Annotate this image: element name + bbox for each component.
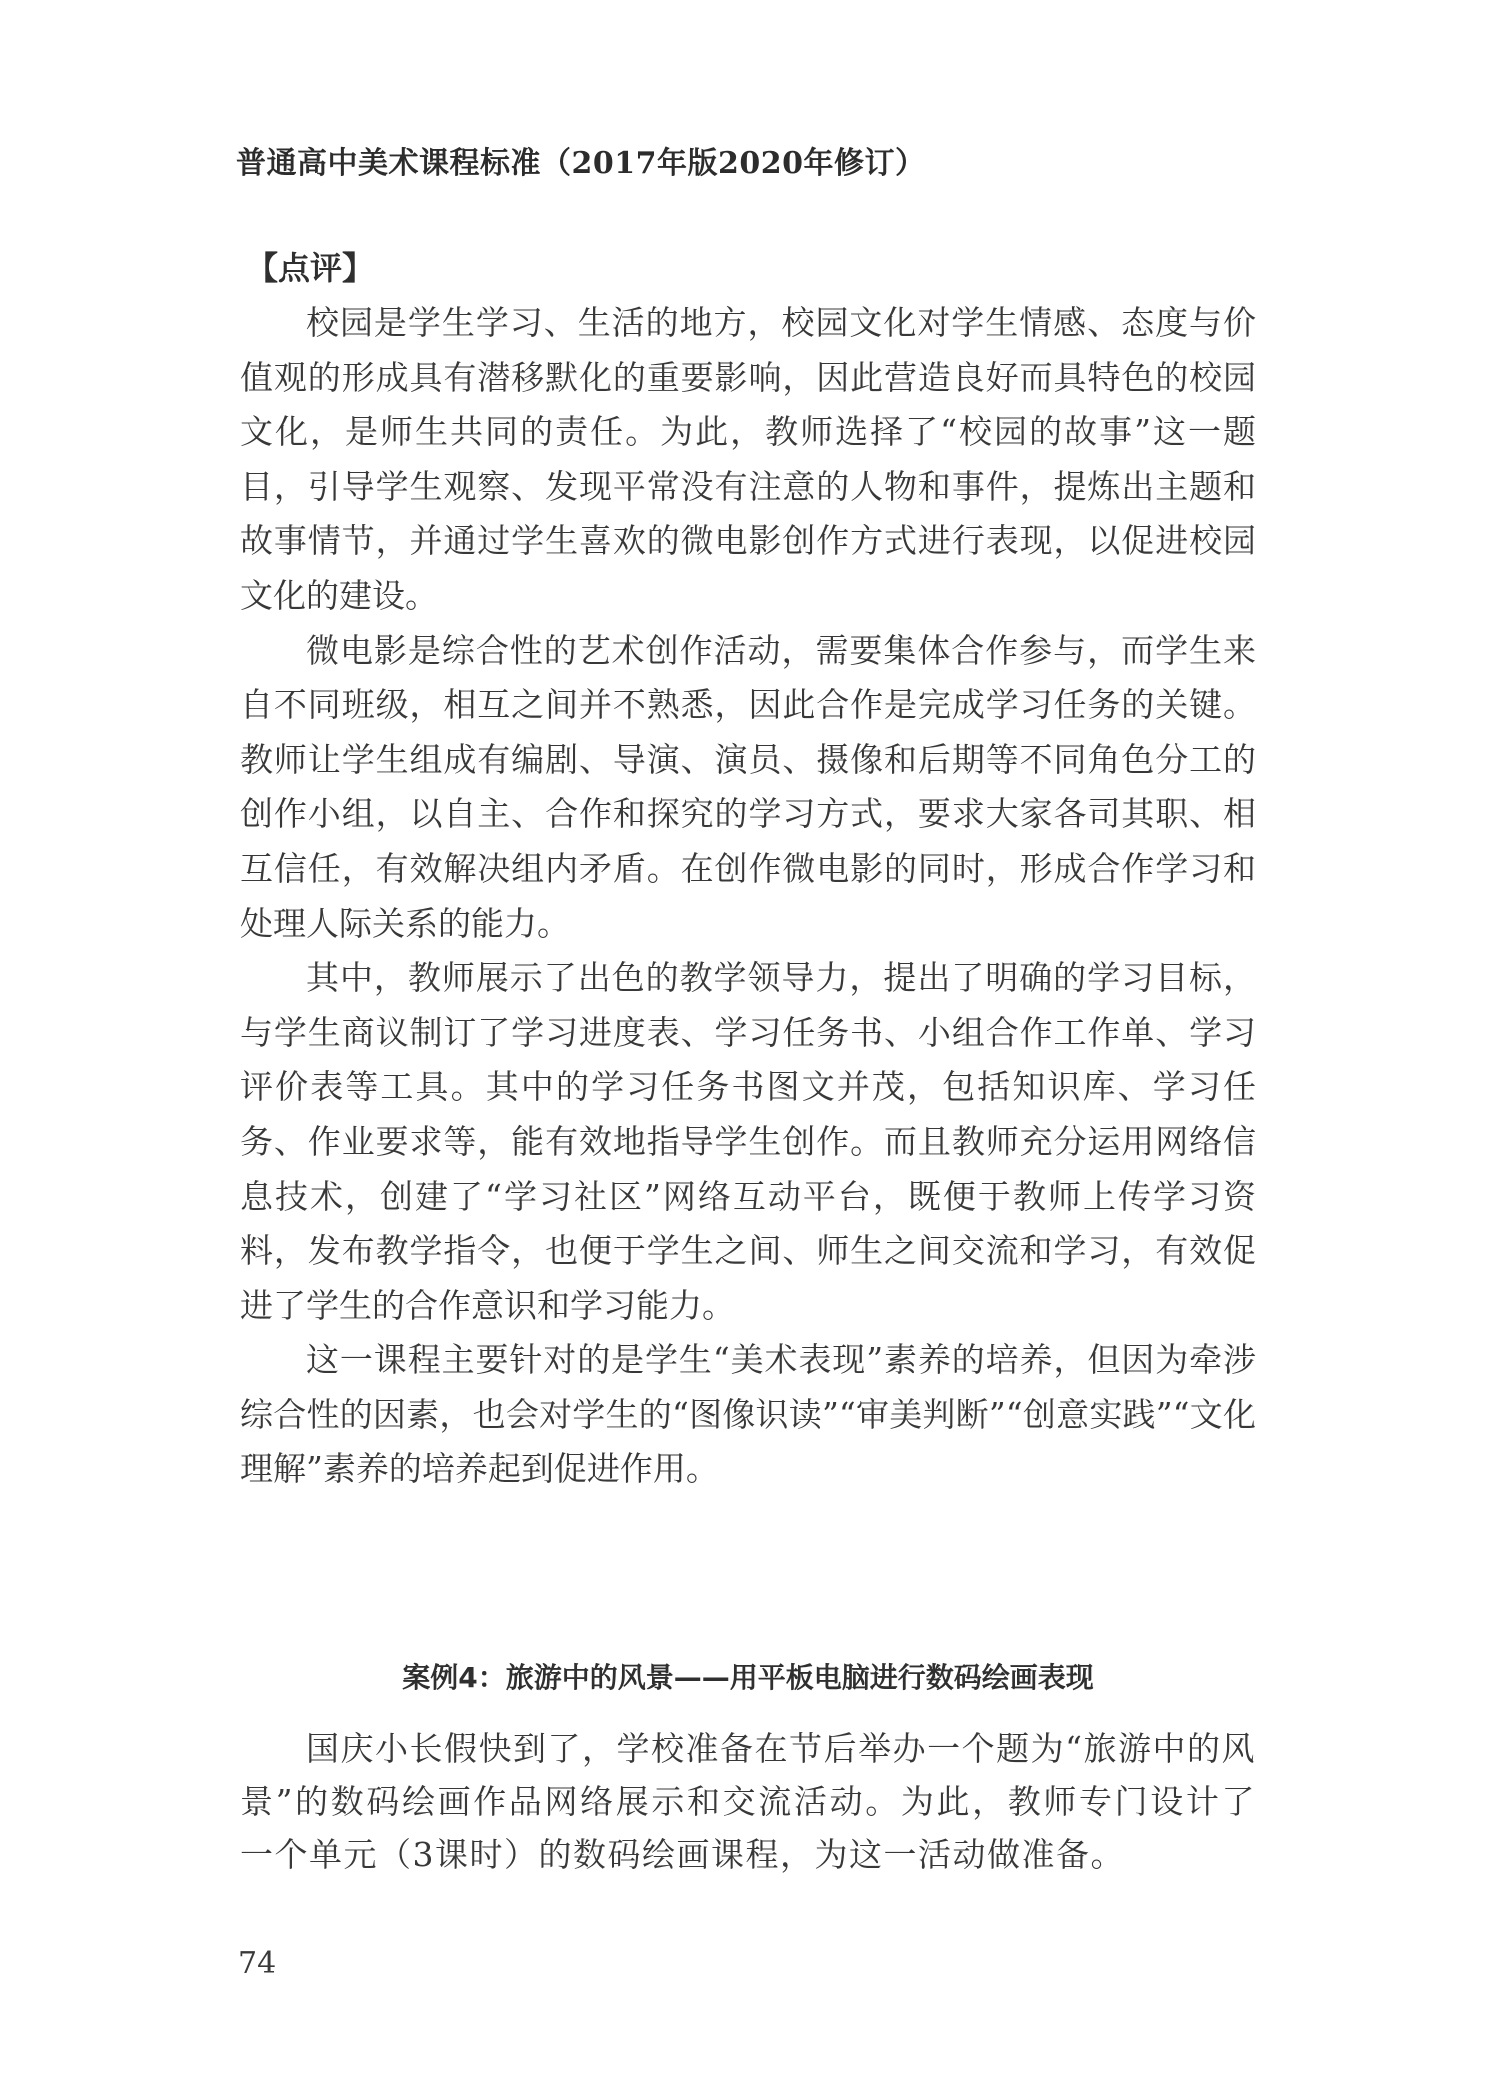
section-label: 【点评】 — [246, 249, 375, 287]
commentary-section — [240, 240, 1256, 1497]
paragraph: 其中，教师展示了出色的教学领导力，提出了明确的学习目标，与学生商议制订了学习进度表、学习任务书、小组合作工作单、学习评价表等工具。其中的学习任务书图文并茂，包括知识库、学习任务、作业要求等，能有效地指导学生创作。而且教师充分运用网络信息技术，创建了“学习社区”网络互动平台，既便于教师上传学习资料，发布教学指令，也便于学生之间、师生之间交流和学习，有效促进了学生的合作意识和学习能力。 — [240, 958, 1256, 1325]
paragraph: 微电影是综合性的艺术创作活动，需要集体合作参与，而学生来自不同班级，相互之间并不熟悉，因此合作是完成学习任务的关键。教师让学生组成有编剧、导演、演员、摄像和后期等不同角色分工的创作小组，以自主、合作和探究的学习方式，要求大家各司其职、相互信任，有效解决组内矛盾。在创作微电影的同时，形成合作学习和处理人际关系的能力。 — [240, 630, 1256, 943]
paragraph: 这一课程主要针对的是学生“美术表现”素养的培养，但因为牵涉综合性的因素，也会对学生的“图像识读”“审美判断”“创意实践”“文化理解”素养的培养起到促进作用。 — [240, 1340, 1256, 1489]
paragraph: 校园是学生学习、生活的地方，校园文化对学生情感、态度与价值观的形成具有潜移默化的重要影响，因此营造良好而具特色的校园文化，是师生共同的责任。为此，教师选择了“校园的故事”这一题目，引导学生观察、发现平常没有注意的人物和事件，提炼出主题和故事情节，并通过学生喜欢的微电影创作方式进行表现，以促进校园文化的建设。 — [240, 303, 1256, 615]
case-title: 案例4：旅游中的风景——用平板电脑进行数码绘画表现 — [402, 1661, 1094, 1694]
paragraph: 国庆小长假快到了，学校准备在节后举办一个题为“旅游中的风景”的数码绘画作品网络展示和交流活动。为此，教师专门设计了一个单元（3课时）的数码绘画课程，为这一活动做准备。 — [240, 1729, 1256, 1874]
running-head: 普通高中美术课程标准（2017年版2020年修订） — [236, 146, 926, 181]
case-section — [240, 1722, 1256, 1881]
page-number: 74 — [238, 1946, 277, 1981]
